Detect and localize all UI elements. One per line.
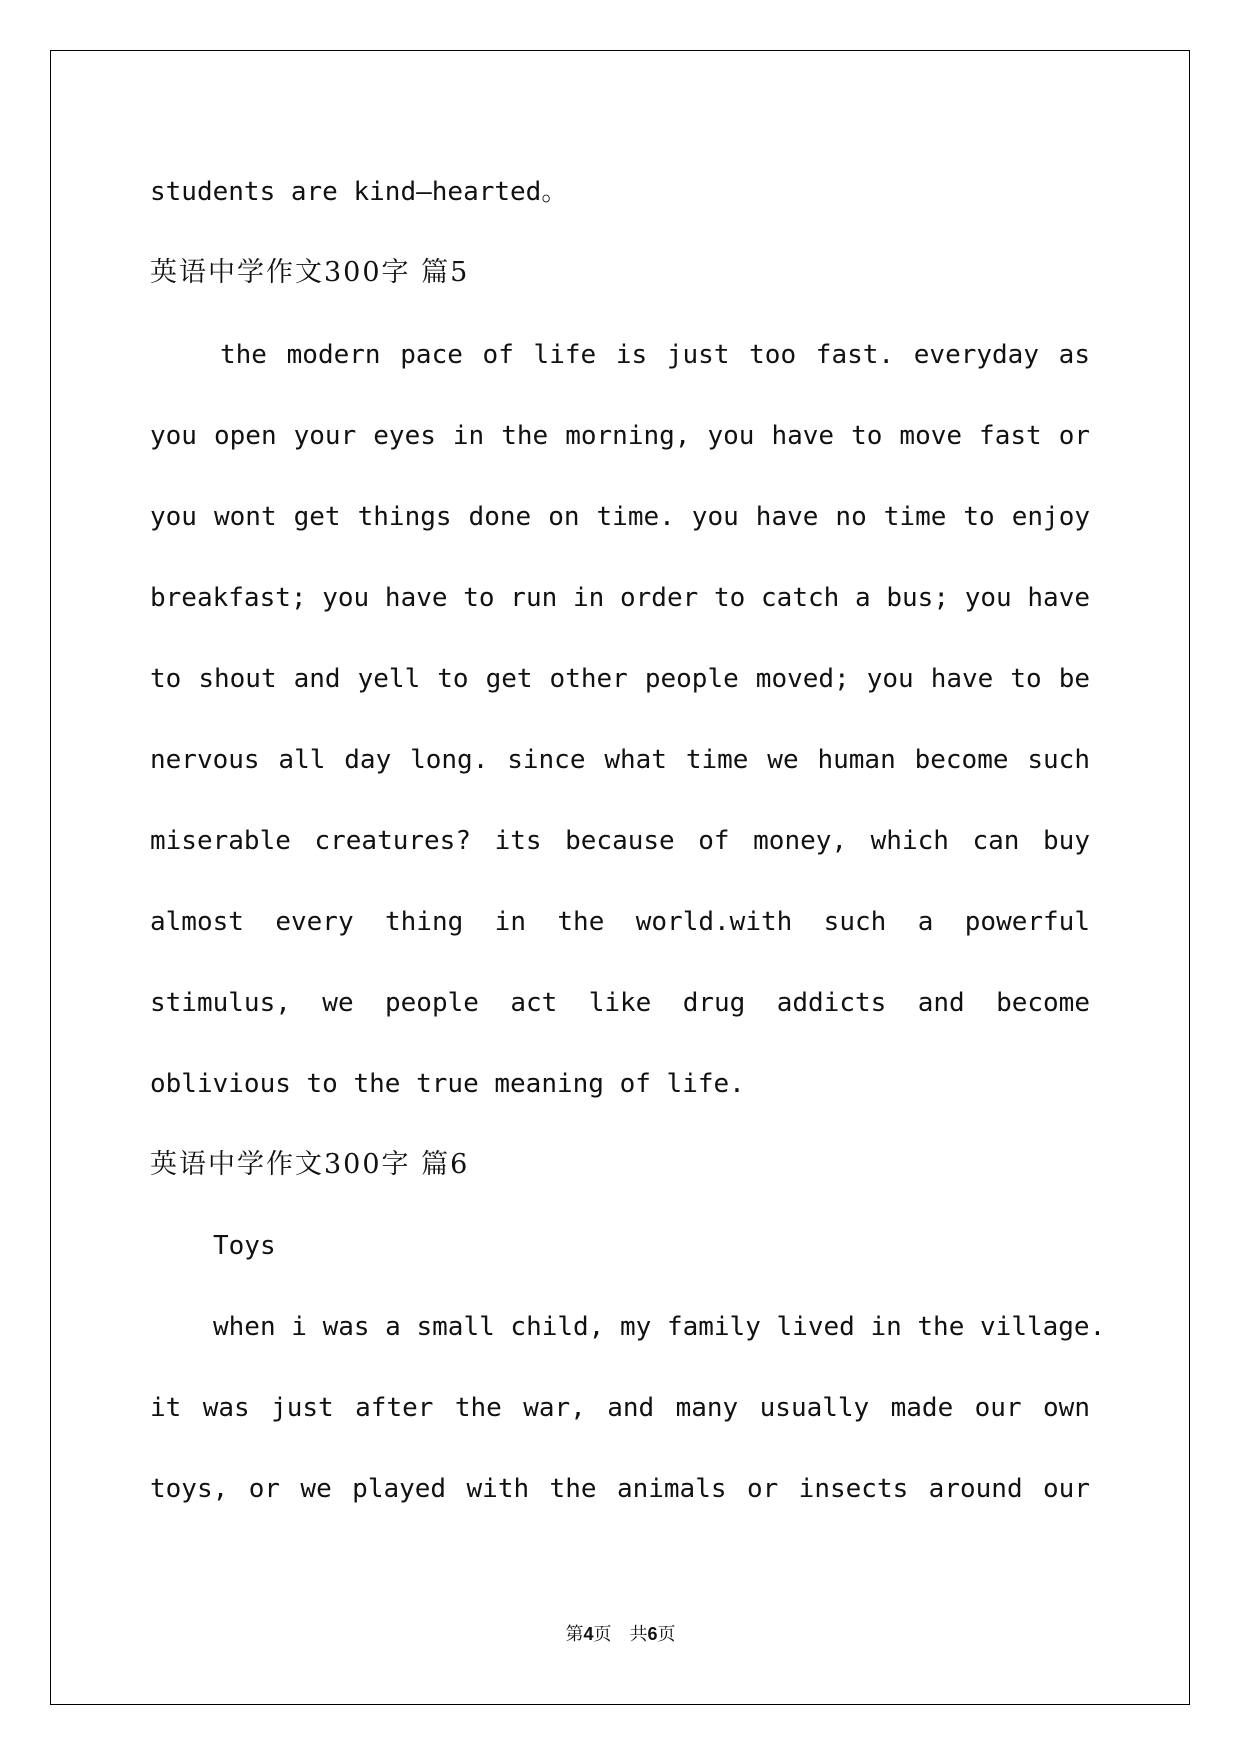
text-line: breakfast; you have to run in order to catch a bus; you have [150,583,1090,613]
text-line: oblivious to the true meaning of life. [150,1069,745,1099]
footer-prefix: 第 [565,1624,584,1645]
text-line: to shout and yell to get other people moved; you have to be [150,664,1090,694]
text-line: nervous all day long. since what time we human become such [150,745,1090,775]
footer-total-pages: 6 [647,1624,658,1644]
footer-mid: 页 共 [593,1624,648,1645]
text-line: when i was a small child, my family lived in the village. [213,1312,1106,1342]
page-footer [0,1620,1241,1646]
text-line: miserable creatures? its because of money, which can buy [150,826,1090,856]
essay-title: Toys [213,1231,276,1261]
footer-suffix: 页 [657,1624,676,1645]
text-line: toys, or we played with the animals or insects around our [150,1474,1090,1504]
footer-page-number: 4 [583,1624,594,1644]
text-line: the modern pace of life is just too fast. everyday as [220,340,1090,370]
text-line: stimulus, we people act like drug addicts and become [150,988,1090,1018]
text-line: students are kind—hearted。 [150,177,568,207]
text-line: almost every thing in the world.with such a powerful [150,907,1090,937]
section-heading: 英语中学作文300字 篇5 [150,257,470,288]
text-line: it was just after the war, and many usually made our own [150,1393,1090,1423]
text-line: you open your eyes in the morning, you have to move fast or [150,421,1090,451]
section-heading: 英语中学作文300字 篇6 [150,1149,470,1180]
page-border [50,50,1190,1705]
text-line: you wont get things done on time. you have no time to enjoy [150,502,1090,532]
